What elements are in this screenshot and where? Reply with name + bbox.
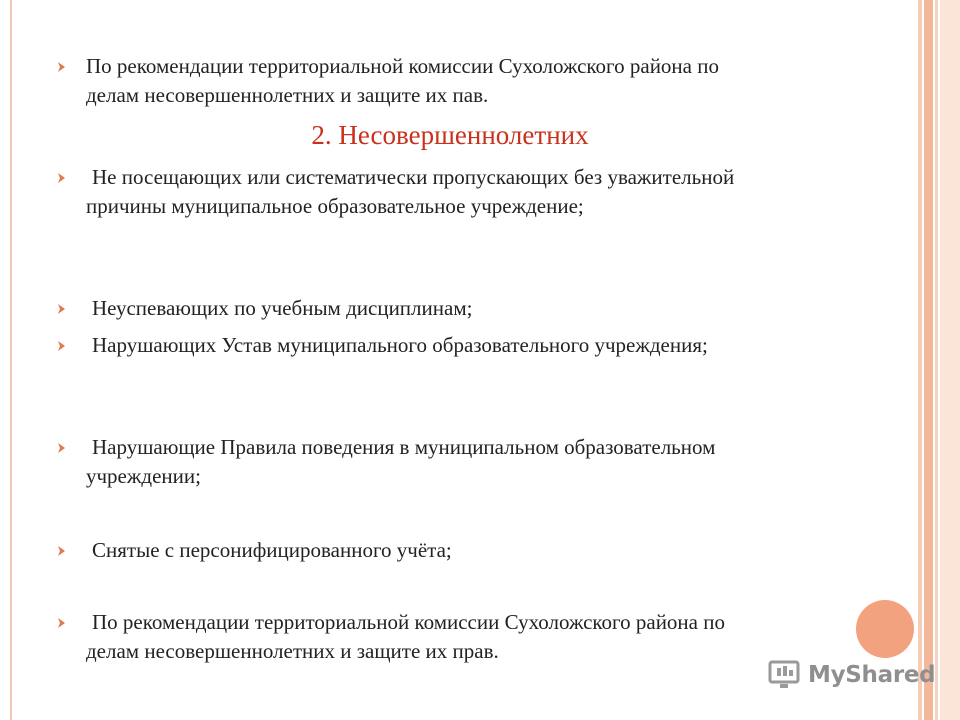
right-decor-stripe bbox=[935, 0, 938, 720]
arrow-bullet-icon bbox=[56, 172, 68, 184]
list-item-text: По рекомендации территориальной комиссии Сухоложского района по делам несовершеннолетних и защите их пав. bbox=[86, 54, 719, 107]
left-border-line bbox=[10, 0, 12, 720]
list-item-text: Нарушающих Устав муниципального образовательного учреждения; bbox=[92, 333, 708, 357]
arrow-bullet-icon bbox=[56, 61, 68, 73]
right-decor-stripe bbox=[924, 0, 933, 720]
arrow-bullet-icon bbox=[56, 340, 68, 352]
arrow-bullet-icon bbox=[56, 617, 68, 629]
arrow-bullet-icon bbox=[56, 545, 68, 557]
right-decor-stripe bbox=[940, 0, 960, 720]
monitor-logo-icon bbox=[768, 659, 802, 691]
list-item bbox=[56, 163, 776, 221]
list-item-text: Неуспевающих по учебным дисциплинам; bbox=[92, 296, 473, 320]
list-item-text: По рекомендации территориальной комиссии Сухоложского района по делам несовершеннолетних и защите их прав. bbox=[86, 610, 725, 663]
list-item-text: Снятые с персонифицированного учёта; bbox=[92, 538, 452, 562]
watermark-text: MyShared bbox=[808, 662, 936, 688]
list-item bbox=[56, 536, 776, 565]
list-item bbox=[56, 433, 776, 491]
arrow-bullet-icon bbox=[56, 442, 68, 454]
watermark bbox=[768, 657, 935, 693]
section-subheading: 2. Несовершеннолетних bbox=[311, 120, 589, 150]
list-item bbox=[56, 608, 776, 666]
list-item bbox=[56, 294, 776, 323]
arrow-bullet-icon bbox=[56, 303, 68, 315]
list-item-text: Нарушающие Правила поведения в муниципальном образовательном учреждении; bbox=[86, 435, 716, 488]
list-item-text: Не посещающих или систематически пропускающих без уважительной причины муниципальное образовательное учреждение; bbox=[86, 165, 735, 218]
decorative-circle bbox=[856, 600, 914, 658]
list-item bbox=[56, 331, 776, 360]
list-item bbox=[56, 52, 776, 110]
right-decor-stripe bbox=[918, 0, 922, 720]
